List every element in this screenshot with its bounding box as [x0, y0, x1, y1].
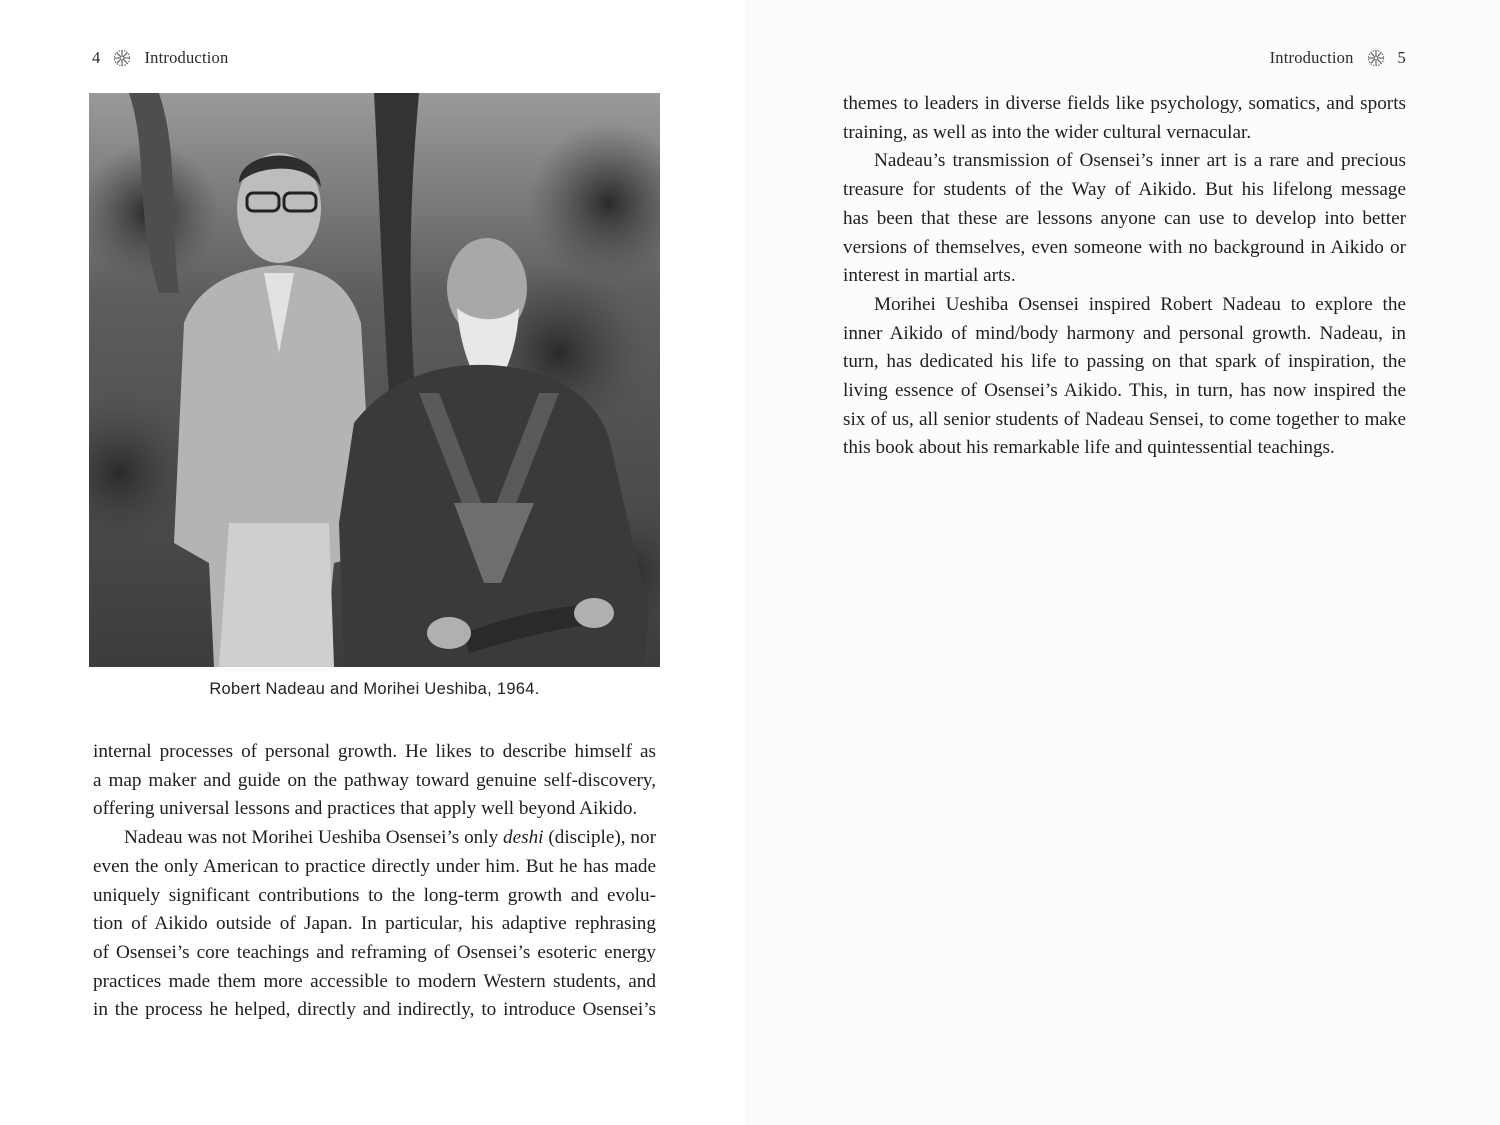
body-line: practices made them more accessible to modern Western students, and	[93, 970, 656, 992]
line-text-after: (disciple), nor	[543, 827, 656, 849]
body-line: treasure for students of the Way of Aikido. But his lifelong message	[843, 179, 1406, 201]
photo-figure	[89, 93, 660, 667]
body-line: six of us, all senior students of Nadeau Sensei, to come together to make	[843, 408, 1406, 430]
body-line: training, as well as into the wider cultural vernacular.	[843, 121, 1252, 143]
flower-ornament-icon	[1367, 49, 1385, 67]
body-line: interest in martial arts.	[843, 265, 1016, 287]
photo-image	[89, 93, 660, 667]
body-line: offering universal lessons and practices that apply well beyond Aikido.	[93, 798, 638, 820]
left-running-head	[92, 46, 228, 70]
body-line: Morihei Ueshiba Osensei inspired Robert Nadeau to explore the	[874, 293, 1406, 315]
body-line: versions of themselves, even someone with no background in Aikido or	[843, 236, 1406, 258]
body-line: themes to leaders in diverse fields like psychology, somatics, and sports	[843, 93, 1406, 114]
left-running-head-title: Introduction	[144, 48, 229, 67]
body-line-with-italic	[93, 824, 656, 853]
right-body-text	[843, 90, 1406, 463]
body-line: has been that these are lessons anyone can use to develop into better	[843, 207, 1406, 229]
body-line: this book about his remarkable life and quintessential teachings.	[843, 437, 1335, 459]
body-line: a map maker and guide on the pathway toward genuine self-discovery,	[93, 769, 656, 791]
body-line: Nadeau’s transmission of Osensei’s inner art is a rare and precious	[874, 150, 1406, 172]
figure-caption: Robert Nadeau and Morihei Ueshiba, 1964.	[209, 680, 540, 698]
right-running-head	[1270, 46, 1406, 70]
right-running-head-title: Introduction	[1269, 48, 1354, 67]
italic-term-deshi: deshi	[503, 827, 544, 849]
left-folio: 4	[92, 48, 101, 67]
line-text-before: Nadeau was not Morihei Ueshiba Osensei’s only	[124, 827, 503, 849]
left-page	[0, 0, 749, 1125]
body-line: living essence of Osensei’s Aikido. This, in turn, has now inspired the	[843, 380, 1406, 402]
body-line: of Osensei’s core teachings and reframing of Osensei’s esoteric energy	[93, 941, 656, 963]
body-line: inner Aikido of mind/body harmony and personal growth. Nadeau, in	[843, 322, 1406, 344]
right-folio: 5	[1397, 48, 1406, 67]
left-body-text	[93, 738, 656, 1025]
body-line: even the only American to practice directly under him. But he has made	[93, 855, 656, 877]
body-line: turn, has dedicated his life to passing on that spark of inspiration, the	[843, 351, 1406, 373]
body-line: internal processes of personal growth. He likes to describe himself as	[93, 741, 656, 762]
body-line: uniquely significant contributions to the long-term growth and evolu-	[93, 884, 656, 906]
body-line: tion of Aikido outside of Japan. In particular, his adaptive rephrasing	[93, 913, 656, 935]
flower-ornament-icon	[113, 49, 131, 67]
body-line: in the process he helped, directly and indirectly, to introduce Osensei’s	[93, 999, 656, 1021]
